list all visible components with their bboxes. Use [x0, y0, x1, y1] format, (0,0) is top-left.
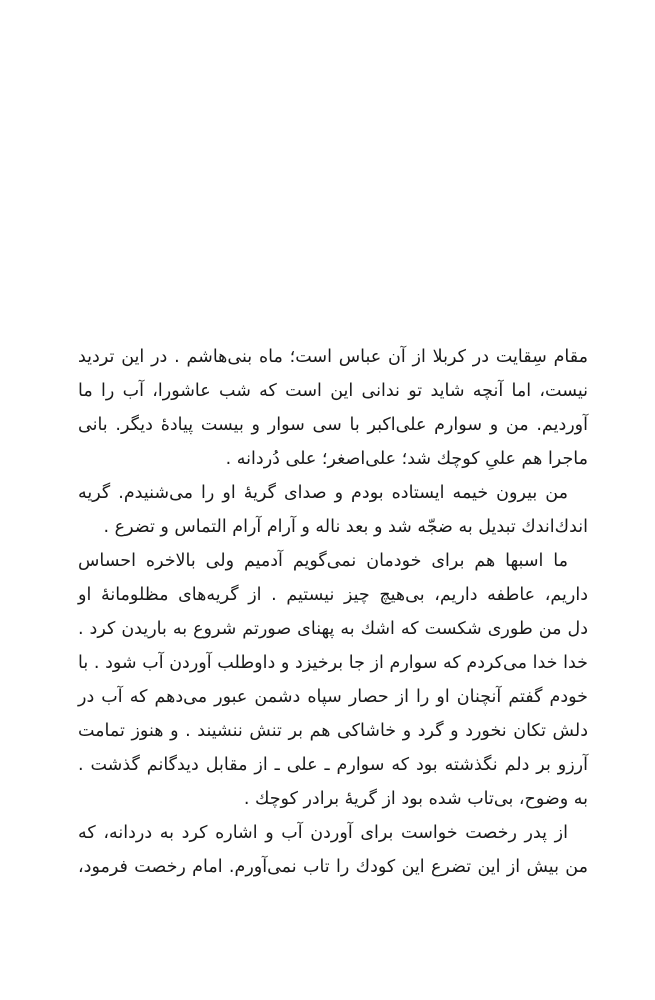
paragraph [78, 476, 588, 544]
text-line: دل من طوری شکست که اشك به پهنای صورتم شروع به باریدن کرد . [78, 619, 588, 639]
text-line: دلش تکان نخورد و گرد و خاشاکی هم بر تنش ننشیند . و هنوز تمامت [78, 721, 588, 741]
text-line: خدا خدا می‌کردم که سوارم از جا برخیزد و داوطلب آوردن آب شود . با [78, 653, 588, 673]
text-line: من بیش از این تضرع این کودك را تاب نمی‌آورم. امام رخصت فرمود، [78, 857, 588, 877]
text-line: اندك‌اندك تبدیل به ضجّه شد و بعد ناله و آرام آرام التماس و تضرع . [103, 517, 588, 537]
text-line: ماجرا هم علیِ کوچك شد؛ علی‌اصغر؛ علی دُردانه . [225, 449, 588, 469]
text-line: نیست، اما آنچه شاید تو ندانی این است که شب عاشورا، آب را ما [78, 381, 588, 401]
text-line: من بیرون خیمه ایستاده بودم و صدای گریهٔ او را می‌شنیدم. گریه [78, 483, 568, 503]
text-line: خودم گفتم آنچنان او را از حصار سپاه دشمن عبور می‌دهم که آب در [78, 687, 588, 707]
text-line: داریم، عاطفه داریم، بی‌هیچ چیز نیستیم . از گریه‌های مظلومانهٔ او [78, 585, 588, 605]
text-line: آوردیم. من و سوارم علی‌اکبر با سی سوار و بیست پیادهٔ دیگر. بانی [78, 415, 588, 435]
text-line: از پدر رخصت خواست برای آوردن آب و اشاره کرد به دردانه، که [78, 823, 568, 843]
text-line: به وضوح، بی‌تاب شده بود از گریهٔ برادر کوچك . [243, 789, 588, 809]
paragraph [78, 544, 588, 816]
text-line: مقام سِقایت در کربلا از آن عباس است؛ ماه بنی‌هاشم . در این تردید [78, 347, 588, 367]
book-page-text [78, 340, 588, 884]
paragraph [78, 340, 588, 476]
text-line: آرزو بر دلم نگذشته بود که سوارم ـ علی ـ از مقابل دیدگانم گذشت . [78, 755, 588, 775]
paragraph [78, 816, 588, 884]
text-line: ما اسبها هم برای خودمان نمی‌گویم آدمیم ولی بالاخره احساس [78, 551, 568, 571]
